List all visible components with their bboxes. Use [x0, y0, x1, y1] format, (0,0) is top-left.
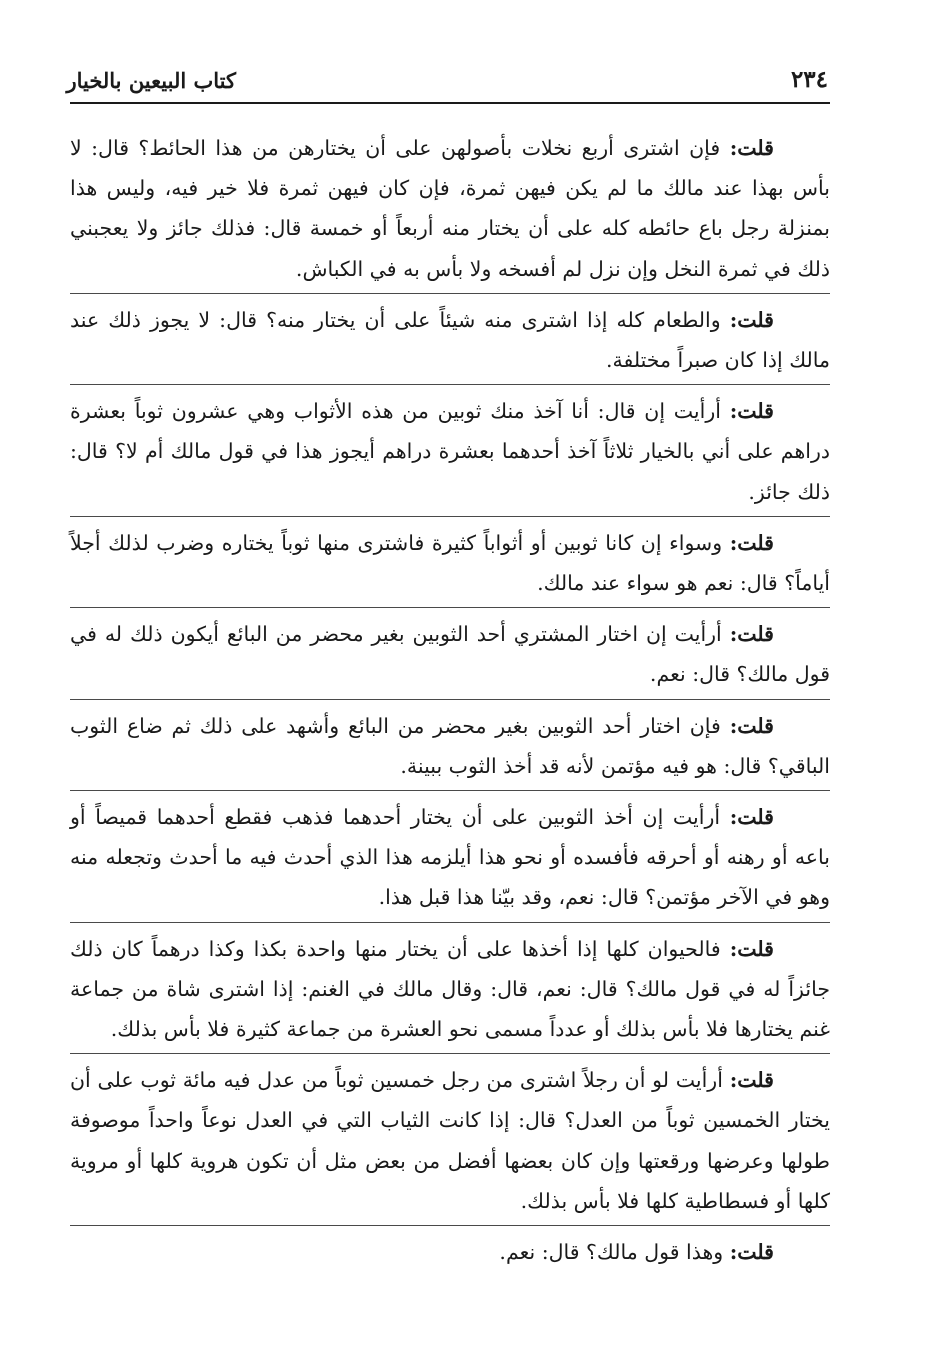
paragraph — [70, 300, 830, 385]
question-lead: قلت: — [729, 399, 774, 424]
paragraph — [70, 1060, 830, 1226]
body-text — [70, 128, 830, 1282]
question-lead: قلت: — [729, 936, 774, 961]
paragraph-text: والطعام كله إذا اشترى منه شيئاً على أن يختار منه؟ قال: لا يجوز ذلك عند مالك إذا كان صبراً مختلفة. — [70, 307, 830, 373]
question-lead: قلت: — [729, 1240, 774, 1265]
running-header — [66, 62, 830, 104]
question-lead: قلت: — [729, 307, 774, 332]
paragraph-text: وسواء إن كانا ثوبين أو أثواباً كثيرة فاشترى منها ثوباً يختاره وضرب لذلك أجلاً أياماً؟ قال: نعم هو سواء عند مالك. — [70, 530, 830, 596]
paragraph-text: أرأيت إن اختار المشتري أحد الثوبين بغير محضر من البائع أيكون ذلك له في قول مالك؟ قال: نعم. — [70, 622, 830, 687]
paragraph — [70, 706, 830, 791]
question-lead: قلت: — [729, 713, 774, 738]
question-lead: قلت: — [729, 805, 774, 830]
paragraph-text: وهذا قول مالك؟ قال: نعم. — [499, 1240, 724, 1265]
paragraph — [70, 797, 830, 923]
question-lead: قلت: — [729, 136, 774, 160]
question-lead: قلت: — [729, 530, 774, 555]
paragraph-text: أرأيت إن أخذ الثوبين على أن يختار أحدهما فذهب فقطع أحدهما قميصاً أو باعه أو رهنه أو أحرقه فأفسده أو نحو هذا أيلزمه هذا الذي أحدث فيه ما أحدث وتجعله منه وهو في الآخر مؤتمن؟ قال: نعم، وقد بيّنا هذا قبل هذا. — [70, 805, 830, 910]
paragraph — [70, 614, 830, 699]
book-page — [66, 62, 830, 1332]
running-title: كتاب البيعين بالخيار — [66, 68, 236, 93]
paragraph — [70, 128, 830, 294]
paragraph-text: أرأيت إن قال: أنا آخذ منك ثوبين من هذه الأثواب وهي عشرون ثوباً بعشرة دراهم على أني بالخيار ثلاثاً آخذ أحدهما بعشرة دراهم أيجوز هذا في قول مالك أم لا؟ قال: ذلك جائز. — [70, 399, 830, 504]
paragraph-text: فإن اشترى أربع نخلات بأصولهن على أن يختارهن من هذا الحائط؟ قال: لا بأس بهذا عند مالك ما لم يكن فيهن ثمرة، فإن كان فيهن ثمرة فلا خير فيه، وليس هذا بمنزلة رجل باع حائطه كله على أن يختار منه أربعاً أو خمسة قال: فذلك جائز ولا يعجبني ذلك في ثمرة النخل وإن نزل لم أفسخه ولا بأس به في الكباش. — [70, 136, 830, 281]
paragraph — [70, 1232, 830, 1276]
question-lead: قلت: — [729, 1068, 774, 1093]
question-lead: قلت: — [729, 622, 774, 647]
paragraph — [70, 929, 830, 1055]
paragraph — [70, 523, 830, 608]
page-number: ٢٣٤ — [790, 66, 828, 93]
paragraph-text: فالحيوان كلها إذا أخذها على أن يختار منها واحدة بكذا وكذا درهماً كان ذلك جائزاً له في قول مالك؟ قال: نعم، قال: وقال مالك في الغنم: إذا اشترى شاة من جماعة غنم يختارها فلا بأس بذلك أو عدداً مسمى نحو العشرة من جماعة كثيرة فلا بأس بذلك. — [70, 936, 830, 1042]
paragraph — [70, 391, 830, 517]
paragraph-text: فإن اختار أحد الثوبين بغير محضر من البائع وأشهد على ذلك ثم ضاع الثوب الباقي؟ قال: هو فيه مؤتمن لأنه قد أخذ الثوب ببينة. — [70, 713, 830, 778]
paragraph-text: أرأيت لو أن رجلاً اشترى من رجل خمسين ثوباً من عدل فيه مائة ثوب على أن يختار الخمسين ثوباً من العدل؟ قال: إذا كانت الثياب التي في العدل نوعاً واحداً موصوفة طولها وعرضها ورقعتها وإن كان بعضها أفضل من بعض مثل أن تكون هروية كلها أو مروية كلها أو فسطاطية كلها فلا بأس بذلك. — [70, 1068, 830, 1213]
